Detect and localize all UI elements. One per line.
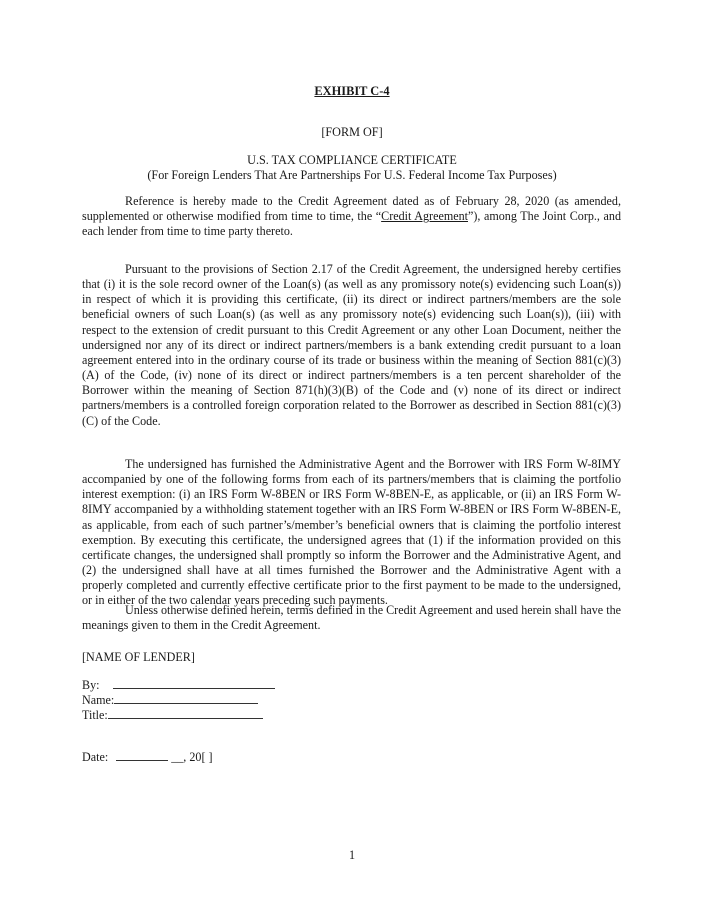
signature-by-row xyxy=(82,677,275,693)
lender-name-placeholder: [NAME OF LENDER] xyxy=(82,650,195,664)
date-blank-line[interactable] xyxy=(116,749,168,761)
by-label: By: xyxy=(82,678,100,692)
paragraph-definitions: Unless otherwise defined herein, terms defined in the Credit Agreement and used herein shall have the meanings given to them in the Credit Agreement. xyxy=(82,603,621,633)
name-signature-line[interactable] xyxy=(114,692,258,704)
exhibit-heading: EXHIBIT C-4 xyxy=(314,84,390,98)
date-label: Date: xyxy=(82,750,109,764)
signature-name-row xyxy=(82,692,258,708)
certificate-subtitle: (For Foreign Lenders That Are Partnerships For U.S. Federal Income Tax Purposes) xyxy=(147,168,557,182)
form-of-label: [FORM OF] xyxy=(321,125,383,139)
certificate-title: U.S. TAX COMPLIANCE CERTIFICATE xyxy=(247,153,457,167)
defined-term-credit-agreement: Credit Agreement xyxy=(381,209,468,224)
by-signature-line[interactable] xyxy=(113,677,275,689)
paragraph-reference-start: Reference is hereby made to the Credit Agreement dated as of February 28, 2020 (as amended, supplemented or otherwise modified from time to time, the “ xyxy=(82,194,621,224)
paragraph-reference xyxy=(82,194,621,239)
paragraph-forms-furnished: The undersigned has furnished the Administrative Agent and the Borrower with IRS Form W-8IMY accompanied by one of the following forms from each of its partners/members that is claiming the portfolio interest exemption: (i) an IRS Form W-8BEN or IRS Form W-8BEN-E, as applicable, or (ii) an IRS Form W-8IMY accompanied by a withholding statement together with an IRS Form W-8BEN or IRS Form W-8BEN-E, as applicable, from each of such partner’s/member’s beneficial owners that is claiming the portfolio interest exemption. By executing this certificate, the undersigned agrees that (1) if the information provided on this certificate changes, the undersigned shall promptly so inform the Borrower and the Administrative Agent, and (2) the undersigned shall have at all times furnished the Borrower and the Administrative Agent with a properly completed and currently effective certificate prior to the first payment to be made to the undersigned, or in either of the two calendar years preceding such payments. xyxy=(82,457,621,608)
date-row xyxy=(82,749,213,765)
paragraph-reference-end: ”), among The Joint Corp., and each lender from time to time party thereto. xyxy=(82,209,621,239)
name-label: Name: xyxy=(82,693,115,707)
date-year-placeholder: __, 20[ ] xyxy=(171,750,213,764)
page-number: 1 xyxy=(348,848,356,862)
signature-title-row xyxy=(82,707,263,723)
title-signature-line[interactable] xyxy=(108,707,263,719)
paragraph-certifications: Pursuant to the provisions of Section 2.17 of the Credit Agreement, the undersigned hereby certifies that (i) it is the sole record owner of the Loan(s) (as well as any promissory note(s) evidencing such Loan(s)) in respect of which it is providing this certificate, (ii) its direct or indirect partners/members are the sole beneficial owners of such Loan(s) (as well as any promissory note(s) evidencing such Loan(s)), (iii) with respect to the extension of credit pursuant to this Credit Agreement or any other Loan Document, neither the undersigned nor any of its direct or indirect partners/members is a bank extending credit pursuant to a loan agreement entered into in the ordinary course of its trade or business within the meaning of Section 881(c)(3)(A) of the Code, (iv) none of its direct or indirect partners/members is a ten percent shareholder of the Borrower within the meaning of Section 871(h)(3)(B) of the Code and (v) none of its direct or indirect partners/members is a controlled foreign corporation related to the Borrower as described in Section 881(c)(3)(C) of the Code. xyxy=(82,262,621,428)
title-label: Title: xyxy=(82,708,108,722)
